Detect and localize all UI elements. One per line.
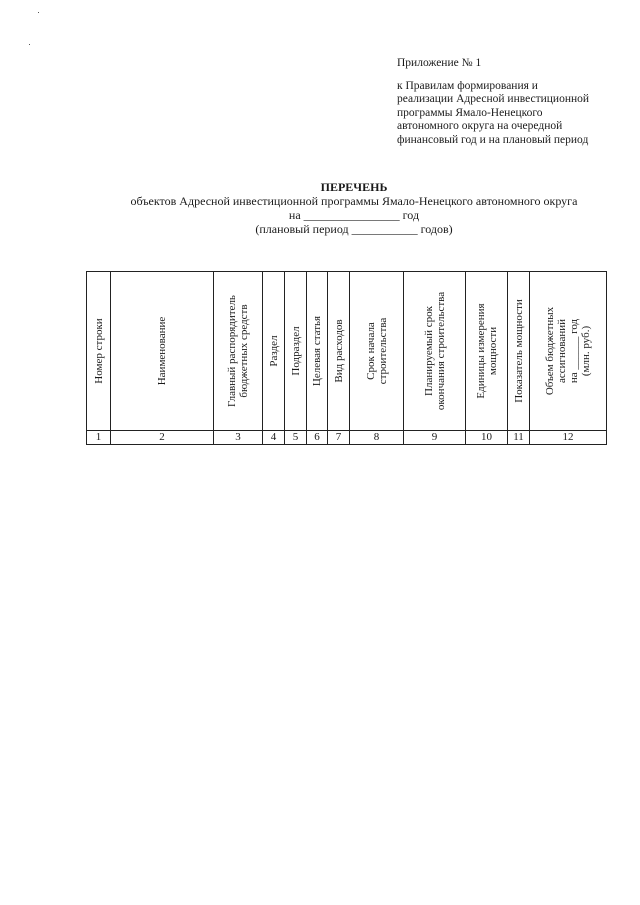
appendix-line: программы Ямало-Ненецкого xyxy=(397,106,543,119)
column-number: 2 xyxy=(111,431,214,445)
column-number: 3 xyxy=(214,431,263,445)
header-cell: Раздел xyxy=(263,272,285,431)
column-number: 9 xyxy=(404,431,466,445)
appendix-line: к Правилам формирования и xyxy=(397,79,538,92)
header-cell: Срок начала строительства xyxy=(350,272,404,431)
header-cell: Вид расходов xyxy=(328,272,350,431)
appendix-line: автономного округа на очередной xyxy=(397,120,563,132)
column-number: 7 xyxy=(328,431,350,445)
column-number: 8 xyxy=(350,431,404,445)
appendix-line: финансовый год и на плановый период xyxy=(397,133,589,146)
year-line: на ________________ год xyxy=(288,208,420,222)
header-cell: Подраздел xyxy=(285,272,307,431)
document-title: ПЕРЕЧЕНЬ xyxy=(320,180,388,194)
column-number: 12 xyxy=(530,431,607,445)
column-number: 4 xyxy=(263,431,285,445)
column-number: 11 xyxy=(508,431,530,445)
document-heading xyxy=(0,180,640,236)
appendix-block xyxy=(397,57,627,147)
column-number: 1 xyxy=(87,431,111,445)
header-cell: Показатель мощности xyxy=(508,272,530,431)
column-number: 10 xyxy=(466,431,508,445)
column-number: 6 xyxy=(307,431,328,445)
header-cell: Целевая статья xyxy=(307,272,328,431)
column-number: 5 xyxy=(285,431,307,445)
period-line: (плановый период ___________ годов) xyxy=(255,222,453,236)
appendix-title: Приложение № 1 xyxy=(397,57,482,69)
column-number-row xyxy=(87,431,607,445)
document-subtitle: объектов Адресной инвестиционной программы Ямало-Ненецкого автономного округа xyxy=(130,194,578,208)
header-row xyxy=(87,272,607,431)
program-table xyxy=(86,271,607,445)
appendix-line: реализации Адресной инвестиционной xyxy=(397,93,590,105)
header-cell: Наименование xyxy=(111,272,214,431)
header-cell: Единицы измерения мощности xyxy=(466,272,508,431)
header-cell: Номер строки xyxy=(87,272,111,431)
header-cell: Главный распорядитель бюджетных средств xyxy=(214,272,263,431)
header-cell: Планируемый срок окончания строительства xyxy=(404,272,466,431)
header-cell: Объем бюджетных ассигнований на ______ год (млн. руб.) xyxy=(530,272,607,431)
